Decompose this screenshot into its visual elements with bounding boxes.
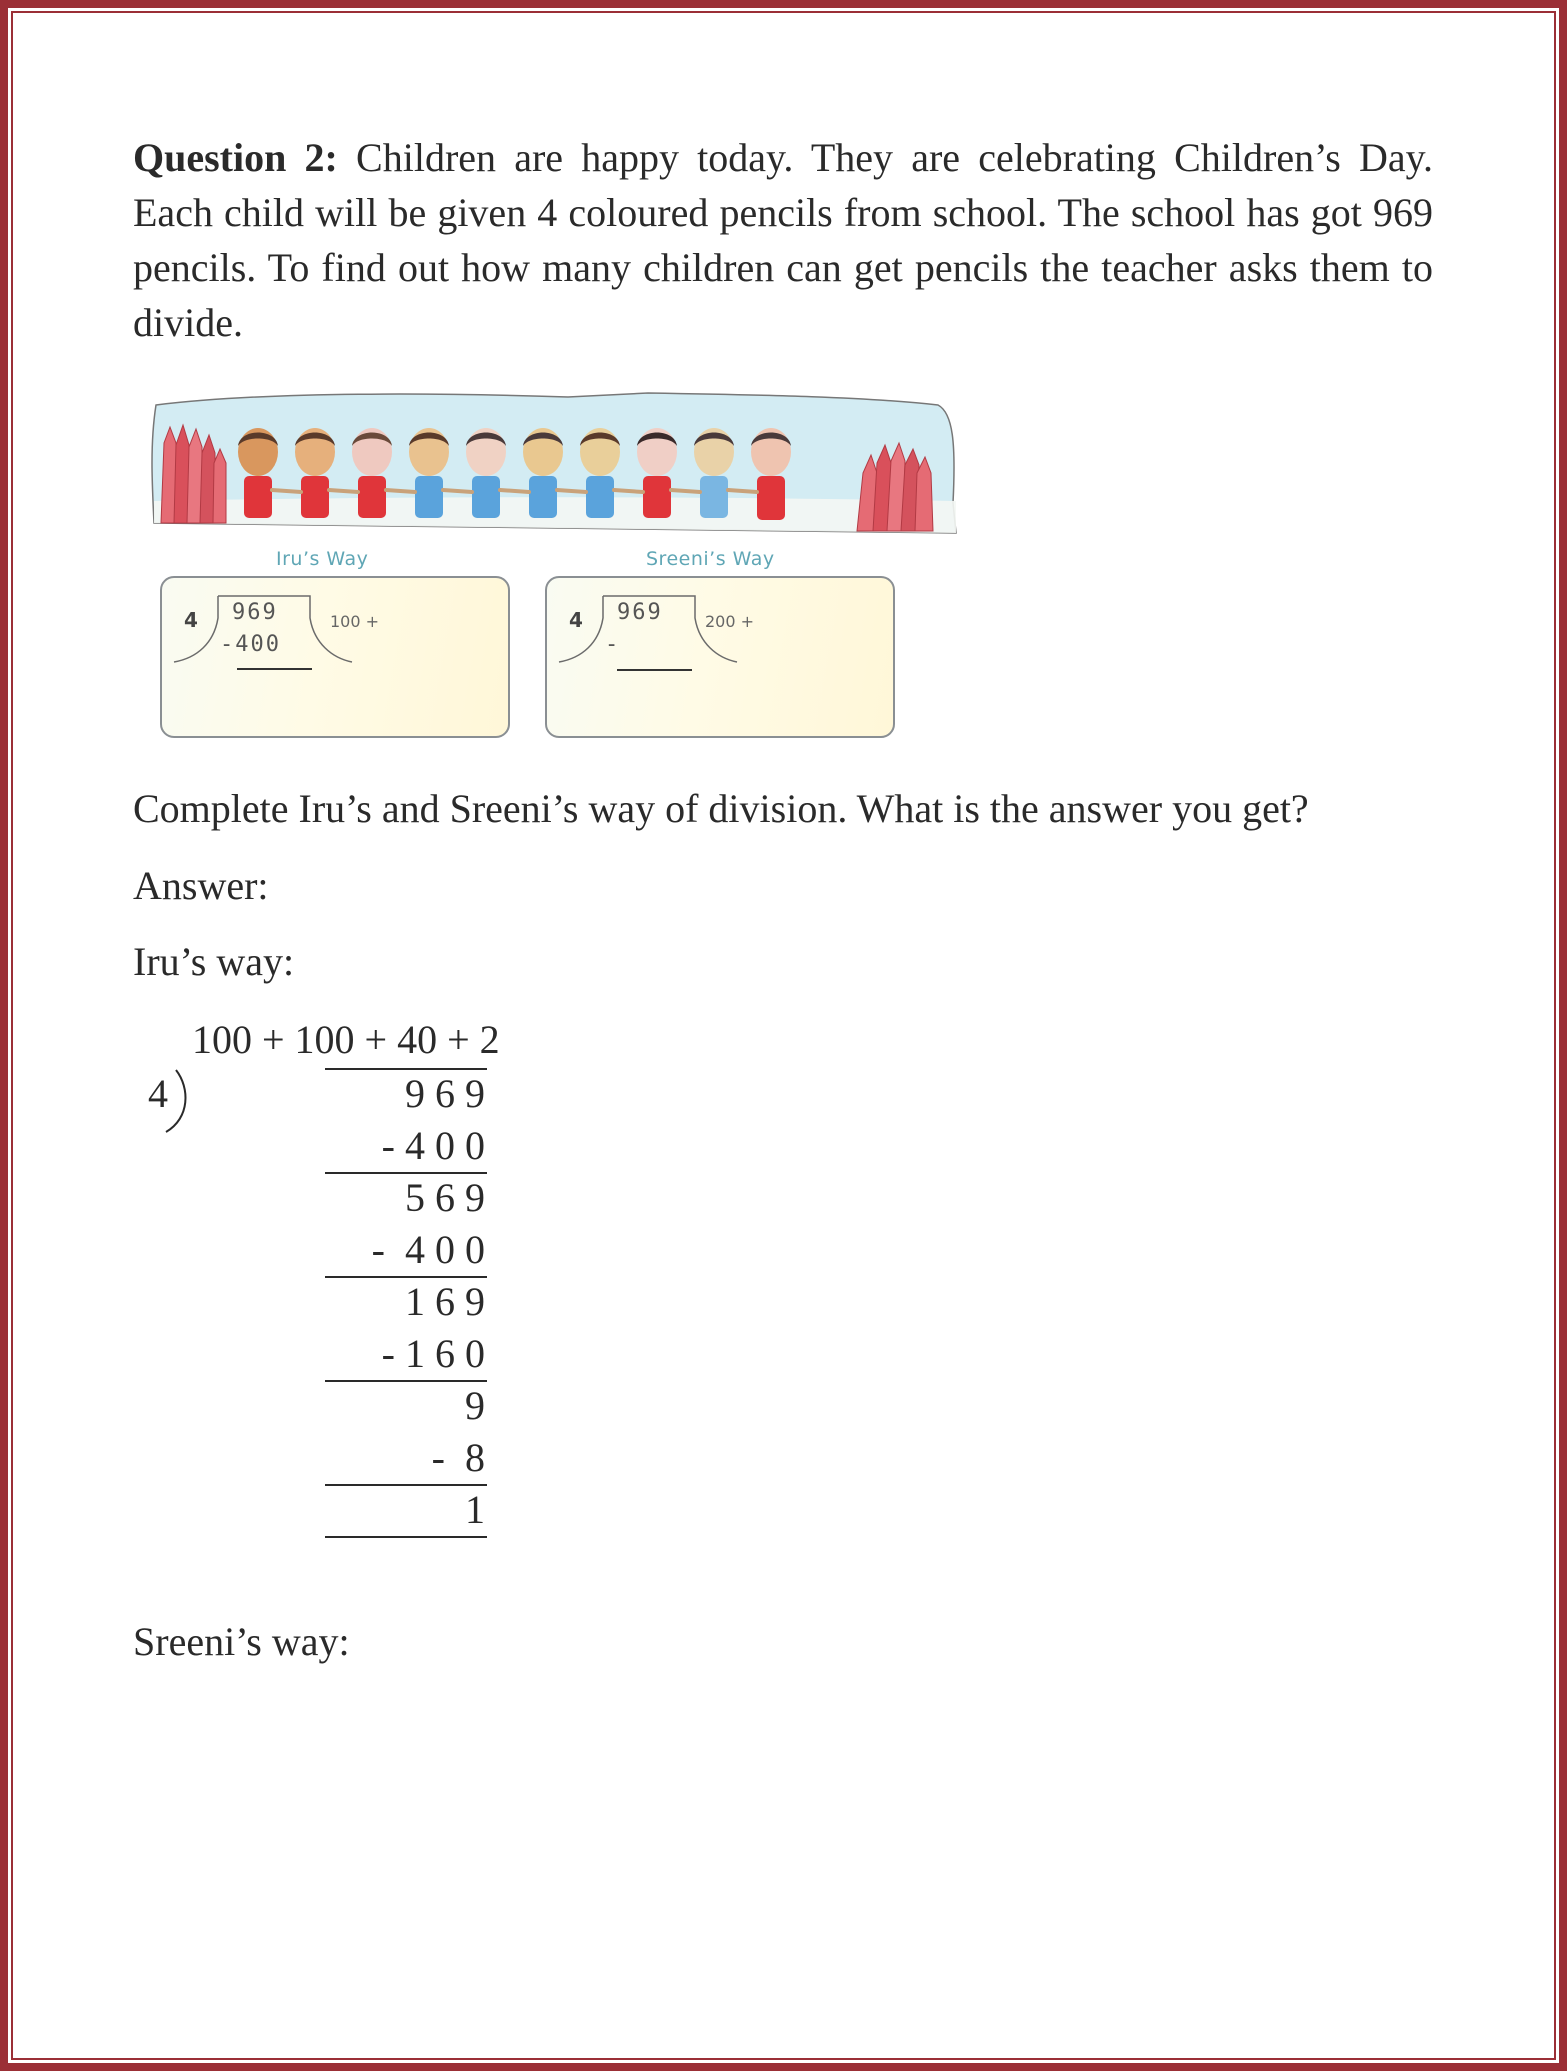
rule-4	[325, 1484, 487, 1486]
question-paragraph	[133, 130, 1433, 350]
question-label: Question 2:	[133, 135, 338, 180]
row-169: 1 6 9	[405, 1279, 485, 1324]
row-569: 5 6 9	[405, 1175, 485, 1220]
row-9: 9	[465, 1383, 485, 1428]
iru-quotient-hint: 100 +	[330, 612, 380, 631]
iru-dividend: 969	[232, 600, 278, 625]
sreeni-way-label: Sreeni’s way:	[133, 1619, 350, 1664]
children-holding-hands-icon	[236, 428, 816, 528]
question-text: Children are happy today. They are celebrating Children’s Day. Each child will be given 4 coloured pencils from school. The school has got 969 pencils. To find out how many children can get pencils the teacher asks them to divide.	[133, 135, 1433, 345]
rule-1	[325, 1172, 487, 1174]
pencil-bundle-right-icon	[853, 433, 943, 533]
iru-way-title: Iru’s Way	[276, 548, 369, 570]
long-division-bracket-icon	[160, 1068, 200, 1138]
row-minus-400-b: - 4 0 0	[371, 1227, 485, 1272]
row-minus-160: - 1 6 0	[381, 1331, 485, 1376]
row-minus-400-a: - 4 0 0	[381, 1123, 485, 1168]
division-bracket-icon	[162, 578, 512, 740]
children-row	[236, 428, 816, 528]
iru-way-label: Iru’s way:	[133, 939, 295, 984]
row-remainder: 1	[465, 1487, 485, 1532]
rule-3	[325, 1380, 487, 1382]
rule-2	[325, 1276, 487, 1278]
question-block	[133, 130, 1433, 350]
iru-subtract: -400	[220, 632, 281, 657]
row-969: 9 6 9	[405, 1071, 485, 1116]
prompt-text: Complete Iru’s and Sreeni’s way of division. What is the answer you get?	[133, 786, 1309, 831]
divisor: 4	[148, 1071, 168, 1116]
sreeni-quotient-hint: 200 +	[705, 612, 755, 631]
division-bar	[325, 1068, 487, 1070]
quotient: 100 + 100 + 40 + 2	[192, 1017, 500, 1062]
sreeni-dividend: 969	[617, 600, 663, 625]
iru-long-division	[140, 1010, 560, 1570]
sreeni-subtract: -	[605, 632, 619, 657]
pencil-bundle-left-icon	[156, 423, 231, 528]
children-illustration	[148, 383, 963, 538]
row-minus-8: - 8	[431, 1435, 485, 1480]
rule-5	[325, 1536, 487, 1538]
sreeni-way-box	[545, 576, 895, 738]
iru-divisor: 4	[184, 608, 198, 632]
division-bracket-icon	[547, 578, 897, 740]
answer-label: Answer:	[133, 863, 269, 908]
sreeni-way-title: Sreeni’s Way	[646, 548, 775, 570]
sreeni-divisor: 4	[569, 608, 583, 632]
iru-way-box	[160, 576, 510, 738]
